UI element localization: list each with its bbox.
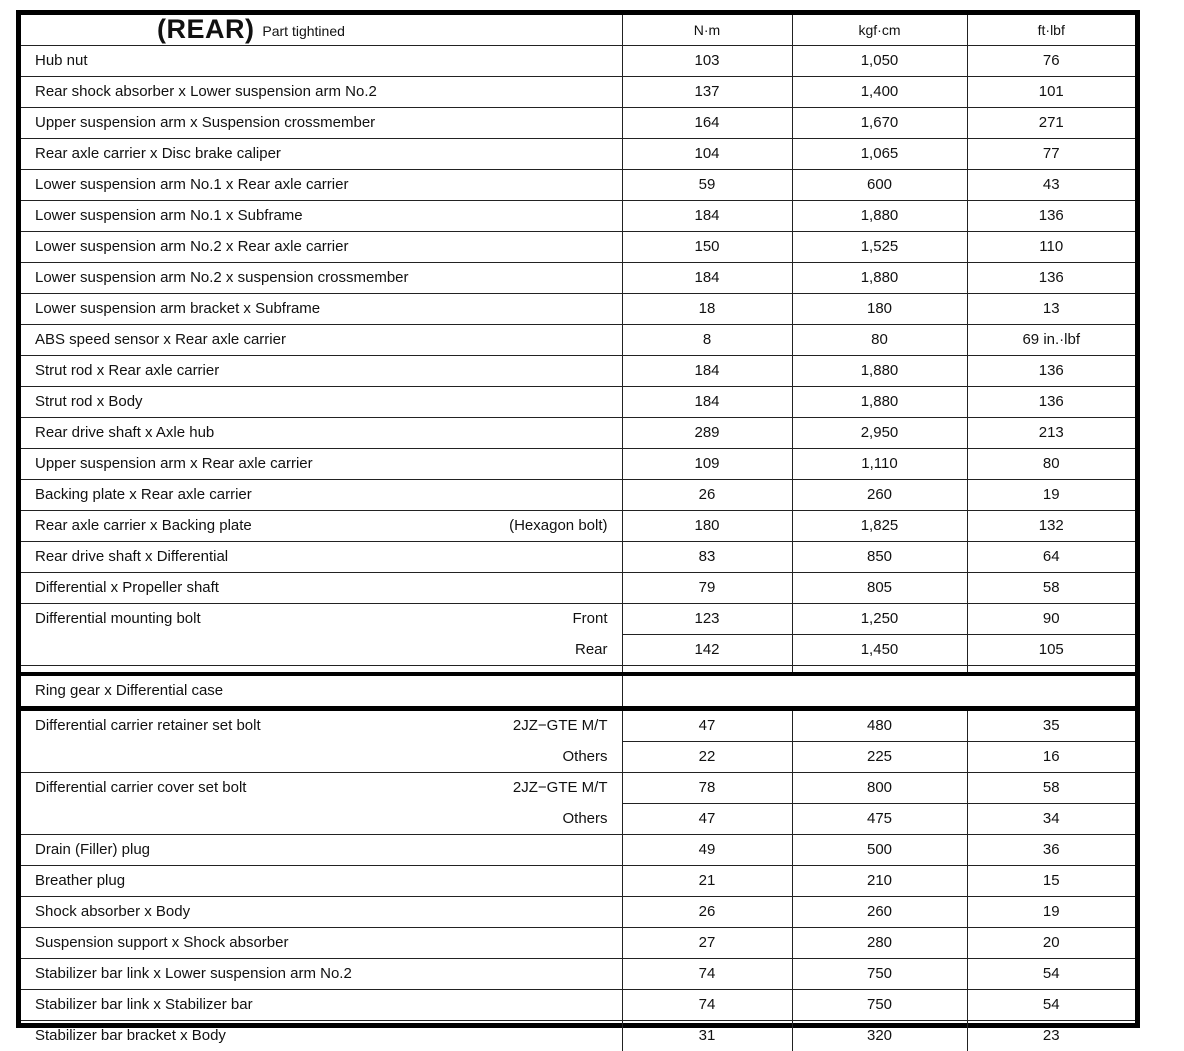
divider-cell: [622, 666, 792, 675]
nm-value: 27: [622, 928, 792, 959]
ft-value: 132: [967, 511, 1135, 542]
part-name: Backing plate x Rear axle carrier: [35, 486, 252, 503]
ft-value: 23: [967, 1021, 1135, 1051]
part-name: Rear drive shaft x Differential: [35, 548, 228, 565]
nm-value: 26: [622, 897, 792, 928]
table-row: [21, 928, 1135, 959]
part-cell: [21, 635, 622, 666]
table-row: [21, 294, 1135, 325]
ft-value: 19: [967, 480, 1135, 511]
ft-value: 36: [967, 835, 1135, 866]
kgf-value: 500: [792, 835, 967, 866]
part-cell: [21, 928, 622, 959]
part-cell: [21, 773, 622, 804]
table-row: [21, 804, 1135, 835]
kgf-value: 1,050: [792, 46, 967, 77]
column-header-ft: ft·lbf: [967, 15, 1135, 46]
ft-value: 77: [967, 139, 1135, 170]
kgf-value: 210: [792, 866, 967, 897]
part-name: Drain (Filler) plug: [35, 841, 150, 858]
ft-value: 90: [967, 604, 1135, 635]
nm-value: 18: [622, 294, 792, 325]
nm-value: 184: [622, 263, 792, 294]
kgf-value: 260: [792, 897, 967, 928]
part-name: Rear axle carrier x Backing plate: [35, 517, 252, 534]
ft-value: 43: [967, 170, 1135, 201]
table-row: [21, 387, 1135, 418]
part-cell: [21, 418, 622, 449]
kgf-value: 2,950: [792, 418, 967, 449]
table-row: [21, 46, 1135, 77]
part-cell: [21, 804, 622, 835]
nm-value: 289: [622, 418, 792, 449]
column-header-part: Part tightined: [262, 23, 345, 39]
part-name: Lower suspension arm No.2 x suspension crossmember: [35, 269, 409, 286]
kgf-value: 1,250: [792, 604, 967, 635]
ft-value: 271: [967, 108, 1135, 139]
part-name: Stabilizer bar link x Stabilizer bar: [35, 996, 253, 1013]
nm-value: 104: [622, 139, 792, 170]
kgf-value: 320: [792, 1021, 967, 1051]
table-row: [21, 232, 1135, 263]
empty-cell: [622, 674, 792, 709]
ft-value: 213: [967, 418, 1135, 449]
part-cell: [21, 480, 622, 511]
part-cell: [21, 263, 622, 294]
rows-group-a: [21, 46, 1135, 604]
ft-value: 15: [967, 866, 1135, 897]
table-row: [21, 263, 1135, 294]
part-cell: [21, 709, 622, 742]
section-divider: [21, 666, 1135, 675]
table-row: [21, 835, 1135, 866]
table-row: [21, 866, 1135, 897]
header-part-cell: [21, 15, 622, 46]
empty-cell: [967, 674, 1135, 709]
part-cell: [21, 356, 622, 387]
part-cell: [21, 542, 622, 573]
part-cell: [21, 959, 622, 990]
part-cell: [21, 325, 622, 356]
header-row: [21, 15, 1135, 46]
kgf-value: 280: [792, 928, 967, 959]
part-name: Hub nut: [35, 52, 88, 69]
empty-cell: [792, 674, 967, 709]
qualifier: Rear: [575, 635, 608, 665]
nm-value: 184: [622, 356, 792, 387]
nm-value: 79: [622, 573, 792, 604]
divider-cell: [792, 666, 967, 675]
table-row: [21, 573, 1135, 604]
part-name: Strut rod x Body: [35, 393, 143, 410]
kgf-value: 1,400: [792, 77, 967, 108]
nm-value: 8: [622, 325, 792, 356]
ft-value: 136: [967, 387, 1135, 418]
nm-value: 21: [622, 866, 792, 897]
ft-value: 64: [967, 542, 1135, 573]
ft-value: 58: [967, 773, 1135, 804]
divider-cell: [21, 666, 622, 675]
part-cell: [21, 835, 622, 866]
part-cell: [21, 604, 622, 635]
kgf-value: 1,880: [792, 387, 967, 418]
part-name: Shock absorber x Body: [35, 903, 190, 920]
column-header-kgf: kgf·cm: [792, 15, 967, 46]
qualifier: Others: [562, 742, 607, 772]
table-row: [21, 77, 1135, 108]
part-cell: [21, 897, 622, 928]
ft-value: 35: [967, 709, 1135, 742]
table-row: [21, 709, 1135, 742]
table-row: [21, 170, 1135, 201]
kgf-value: 805: [792, 573, 967, 604]
part-cell: [21, 742, 622, 773]
part-name: Ring gear x Differential case: [35, 682, 223, 699]
table-row: [21, 773, 1135, 804]
table-row: [21, 511, 1135, 542]
part-cell: [21, 387, 622, 418]
kgf-value: 1,110: [792, 449, 967, 480]
table-row: [21, 897, 1135, 928]
part-name: Differential x Propeller shaft: [35, 579, 219, 596]
part-cell: [21, 139, 622, 170]
kgf-value: 475: [792, 804, 967, 835]
ft-value: 80: [967, 449, 1135, 480]
part-name: Upper suspension arm x Rear axle carrier: [35, 455, 313, 472]
part-cell: [21, 674, 622, 709]
ft-value: 105: [967, 635, 1135, 666]
qualifier: Others: [562, 804, 607, 834]
kgf-value: 800: [792, 773, 967, 804]
ft-value: 136: [967, 263, 1135, 294]
nm-value: 103: [622, 46, 792, 77]
kgf-value: 1,525: [792, 232, 967, 263]
kgf-value: 225: [792, 742, 967, 773]
kgf-value: 850: [792, 542, 967, 573]
table-row: [21, 325, 1135, 356]
table-row: [21, 480, 1135, 511]
kgf-value: 1,880: [792, 263, 967, 294]
nm-value: 47: [622, 709, 792, 742]
ft-value: 54: [967, 959, 1135, 990]
kgf-value: 480: [792, 709, 967, 742]
part-name: Rear drive shaft x Axle hub: [35, 424, 214, 441]
torque-spec-sheet: [16, 10, 1140, 1028]
part-cell: [21, 511, 622, 542]
part-name: Stabilizer bar link x Lower suspension arm No.2: [35, 965, 352, 982]
part-cell: [21, 294, 622, 325]
kgf-value: 1,065: [792, 139, 967, 170]
qualifier: 2JZ−GTE M/T: [513, 773, 608, 803]
kgf-value: 80: [792, 325, 967, 356]
nm-value: 142: [622, 635, 792, 666]
part-cell: [21, 108, 622, 139]
rows-group-b: [21, 835, 1135, 1051]
kgf-value: 750: [792, 959, 967, 990]
table-row: [21, 449, 1135, 480]
table-row: [21, 139, 1135, 170]
kgf-value: 1,880: [792, 201, 967, 232]
table-row: [21, 108, 1135, 139]
nm-value: 109: [622, 449, 792, 480]
part-cell: [21, 990, 622, 1021]
section-title: (REAR): [157, 15, 255, 44]
kgf-value: 1,880: [792, 356, 967, 387]
kgf-value: 1,670: [792, 108, 967, 139]
ft-value: 136: [967, 201, 1135, 232]
nm-value: 59: [622, 170, 792, 201]
table-row: [21, 604, 1135, 635]
part-cell: [21, 232, 622, 263]
kgf-value: 750: [792, 990, 967, 1021]
table-row: [21, 990, 1135, 1021]
nm-value: 78: [622, 773, 792, 804]
part-name: Lower suspension arm No.1 x Rear axle carrier: [35, 176, 348, 193]
divider-cell: [967, 666, 1135, 675]
part-cell: [21, 573, 622, 604]
nm-value: 47: [622, 804, 792, 835]
nm-value: 83: [622, 542, 792, 573]
qualifier: Front: [572, 604, 607, 634]
table-row: [21, 635, 1135, 666]
nm-value: 26: [622, 480, 792, 511]
part-name: Breather plug: [35, 872, 125, 889]
ft-value: 20: [967, 928, 1135, 959]
ft-value: 136: [967, 356, 1135, 387]
nm-value: 74: [622, 990, 792, 1021]
part-cell: [21, 77, 622, 108]
ft-value: 13: [967, 294, 1135, 325]
nm-value: 180: [622, 511, 792, 542]
part-name: Suspension support x Shock absorber: [35, 934, 288, 951]
nm-value: 150: [622, 232, 792, 263]
part-name: Differential carrier cover set bolt: [35, 779, 246, 796]
kgf-value: 1,825: [792, 511, 967, 542]
kgf-value: 600: [792, 170, 967, 201]
table-row: [21, 418, 1135, 449]
kgf-value: 1,450: [792, 635, 967, 666]
nm-value: 49: [622, 835, 792, 866]
part-cell: [21, 866, 622, 897]
part-name: Upper suspension arm x Suspension crossmember: [35, 114, 375, 131]
part-name: Differential carrier retainer set bolt: [35, 717, 261, 734]
part-name: Differential mounting bolt: [35, 610, 201, 627]
ft-value: 54: [967, 990, 1135, 1021]
qualifier: 2JZ−GTE M/T: [513, 711, 608, 741]
nm-value: 184: [622, 387, 792, 418]
nm-value: 31: [622, 1021, 792, 1051]
qualifier: (Hexagon bolt): [509, 511, 607, 541]
differential-group: [21, 709, 1135, 835]
part-name: Lower suspension arm No.2 x Rear axle carrier: [35, 238, 348, 255]
ft-value: 69 in.·lbf: [967, 325, 1135, 356]
kgf-value: 180: [792, 294, 967, 325]
part-name: Stabilizer bar bracket x Body: [35, 1027, 226, 1044]
part-cell: [21, 46, 622, 77]
nm-value: 22: [622, 742, 792, 773]
nm-value: 137: [622, 77, 792, 108]
part-name: Lower suspension arm bracket x Subframe: [35, 300, 320, 317]
table-row: [21, 959, 1135, 990]
part-cell: [21, 201, 622, 232]
part-name: Strut rod x Rear axle carrier: [35, 362, 219, 379]
kgf-value: 260: [792, 480, 967, 511]
table-row: [21, 542, 1135, 573]
ft-value: 58: [967, 573, 1135, 604]
nm-value: 164: [622, 108, 792, 139]
column-header-nm: N·m: [622, 15, 792, 46]
part-name: Lower suspension arm No.1 x Subframe: [35, 207, 303, 224]
table-row: [21, 742, 1135, 773]
nm-value: 74: [622, 959, 792, 990]
table-row: [21, 201, 1135, 232]
nm-value: 184: [622, 201, 792, 232]
table-row: [21, 356, 1135, 387]
table-row: [21, 1021, 1135, 1051]
part-cell: [21, 449, 622, 480]
part-name: Rear shock absorber x Lower suspension arm No.2: [35, 83, 377, 100]
ft-value: 110: [967, 232, 1135, 263]
nm-value: 123: [622, 604, 792, 635]
diff-mount-group: [21, 604, 1135, 709]
part-cell: [21, 1021, 622, 1051]
part-cell: [21, 170, 622, 201]
part-name: ABS speed sensor x Rear axle carrier: [35, 331, 286, 348]
part-name: Rear axle carrier x Disc brake caliper: [35, 145, 281, 162]
ft-value: 76: [967, 46, 1135, 77]
ft-value: 19: [967, 897, 1135, 928]
table-row: [21, 674, 1135, 709]
ft-value: 34: [967, 804, 1135, 835]
torque-table: [21, 15, 1135, 1051]
ft-value: 101: [967, 77, 1135, 108]
ft-value: 16: [967, 742, 1135, 773]
